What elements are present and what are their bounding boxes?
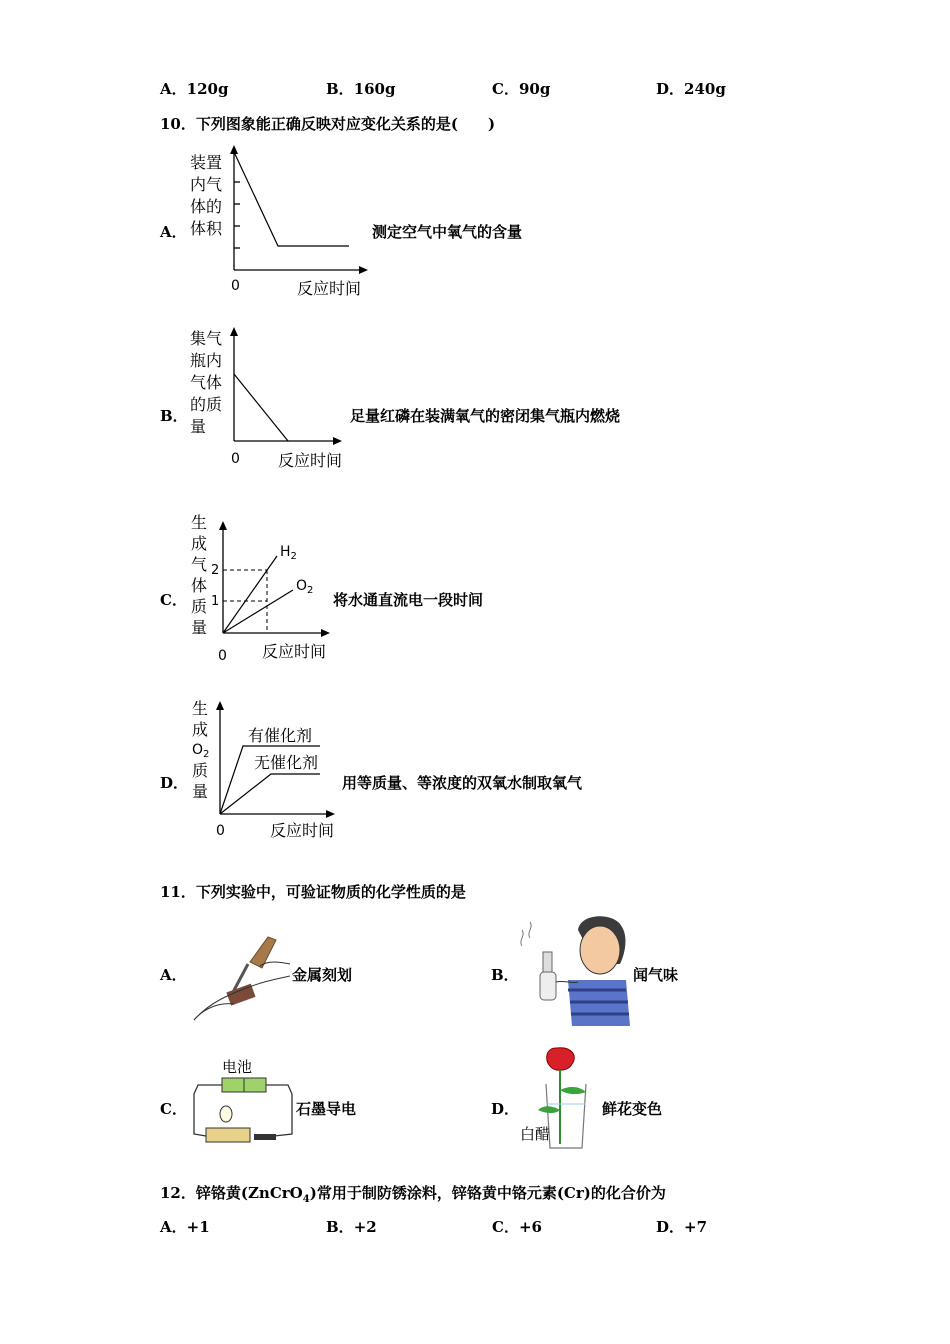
q10-b-curve [234, 374, 288, 441]
q12-option-a: A．+1 [160, 1218, 210, 1236]
q11-b-smell-image [516, 910, 634, 1028]
q10-d-origin: 0 [216, 823, 225, 839]
q10-c-o2-line [223, 590, 293, 633]
q10-c-desc: 将水通直流电一段时间 [333, 591, 484, 609]
q10-d-desc: 用等质量、等浓度的双氧水制取氧气 [342, 774, 583, 792]
q11-c-label: 石墨导电 [296, 1100, 357, 1118]
q10-b-letter: B． [160, 407, 188, 425]
q10-a-desc: 测定空气中氧气的含量 [372, 223, 523, 241]
q11-b-letter: B． [491, 966, 519, 984]
q10-c-tick-2: 2 [211, 563, 220, 578]
q12-stem: 12．锌铬黄(ZnCrO$_4$)常用于制防锈涂料，锌铬黄中铬元素(Cr)的化合价为 [160, 1184, 666, 1205]
q11-a-scratch-image [190, 932, 295, 1027]
q10-a-curve [234, 152, 349, 246]
q10-c-ylabel-6: 量 [191, 618, 208, 637]
q10-d-xlabel: 反应时间 [270, 821, 335, 840]
q10-c-ylabel-5: 质 [191, 597, 208, 616]
q10-d-no-catalyst-line [220, 774, 320, 814]
q10-c-ylabel-4: 体 [191, 576, 208, 595]
q10-b-ylabel-4: 的质 [190, 395, 223, 414]
q10-b-ylabel-3: 气体 [190, 373, 223, 392]
q12-option-b: B．+2 [326, 1218, 377, 1236]
q10-b-xlabel: 反应时间 [278, 451, 343, 470]
q11-a-letter: A． [160, 966, 187, 984]
q11-d-rose-image [516, 1044, 608, 1152]
q10-c-ylabel-3: 气 [191, 555, 208, 574]
q9-option-a: A．120g [160, 80, 229, 98]
q10-d-no-catalyst-label: 无催化剂 [254, 753, 319, 772]
q9-option-c: C．90g [492, 80, 551, 98]
q10-a-graph [185, 142, 375, 300]
q11-c-battery-label: 电池 [222, 1058, 253, 1076]
q10-a-letter: A． [160, 223, 187, 241]
q10-b-ylabel-2: 瓶内 [190, 351, 223, 370]
q10-d-ylabel-2: 成 [192, 720, 209, 739]
q10-b-x-arrow [333, 437, 342, 445]
q10-d-ylabel-4: 量 [192, 782, 209, 801]
q10-a-ylabel-1: 装置 [190, 153, 223, 172]
q10-c-x-arrow [321, 629, 330, 637]
q10-b-y-arrow [230, 327, 238, 336]
q10-d-y-arrow [216, 701, 224, 710]
q10-d-ylabel-3: 质 [192, 761, 209, 780]
q10-c-graph [185, 508, 345, 668]
q10-b-ylabel-1: 集气 [190, 329, 223, 348]
q10-c-ylabel-2: 成 [191, 534, 208, 553]
q10-a-origin: 0 [231, 278, 240, 294]
q9-option-b: B．160g [326, 80, 396, 98]
q10-a-xlabel: 反应时间 [297, 279, 362, 298]
q12-option-c: C．+6 [492, 1218, 542, 1236]
q10-d-catalyst-label: 有催化剂 [248, 726, 313, 745]
q10-c-h2-line [223, 556, 277, 633]
q10-b-graph [185, 322, 355, 472]
q10-b-ylabel-5: 量 [190, 417, 207, 436]
q10-c-ylabel-1: 生 [191, 513, 208, 532]
q10-d-letter: D． [160, 774, 189, 792]
q11-stem: 11．下列实验中，可验证物质的化学性质的是 [160, 883, 466, 901]
q11-d-vinegar-label: 白醋 [520, 1125, 551, 1143]
q10-d-x-arrow [326, 810, 335, 818]
q11-d-letter: D． [491, 1100, 520, 1118]
q10-d-ylabel-o2: $O_2$ [192, 742, 210, 760]
q11-d-label: 鲜花变色 [602, 1100, 663, 1118]
q11-c-circuit-image [188, 1054, 298, 1150]
q11-a-label: 金属刻划 [292, 966, 353, 984]
q10-a-ylabel-3: 体的 [190, 197, 223, 216]
q10-d-ylabel-1: 生 [192, 699, 209, 718]
q10-b-desc: 足量红磷在装满氧气的密闭集气瓶内燃烧 [350, 407, 621, 425]
q10-stem: 10．下列图象能正确反映对应变化关系的是( ) [160, 115, 496, 133]
q10-a-ylabel-2: 内气 [190, 175, 223, 194]
q10-c-xlabel: 反应时间 [262, 642, 327, 661]
q10-c-letter: C． [160, 591, 187, 609]
q10-c-origin: 0 [218, 648, 227, 664]
q11-b-label: 闻气味 [633, 966, 679, 984]
q10-d-graph [185, 696, 345, 846]
q9-option-d: D．240g [656, 80, 726, 98]
q10-c-tick-1: 1 [211, 594, 220, 609]
q10-c-o2-label: $O_2$ [296, 578, 314, 596]
q10-c-y-arrow [219, 521, 227, 530]
q10-b-origin: 0 [231, 451, 240, 467]
q10-c-h2-label: $H_2$ [280, 544, 297, 562]
q10-a-x-arrow [359, 266, 368, 274]
q11-c-letter: C． [160, 1100, 187, 1118]
q12-option-d: D．+7 [656, 1218, 708, 1236]
q10-a-ylabel-4: 体积 [190, 219, 223, 238]
